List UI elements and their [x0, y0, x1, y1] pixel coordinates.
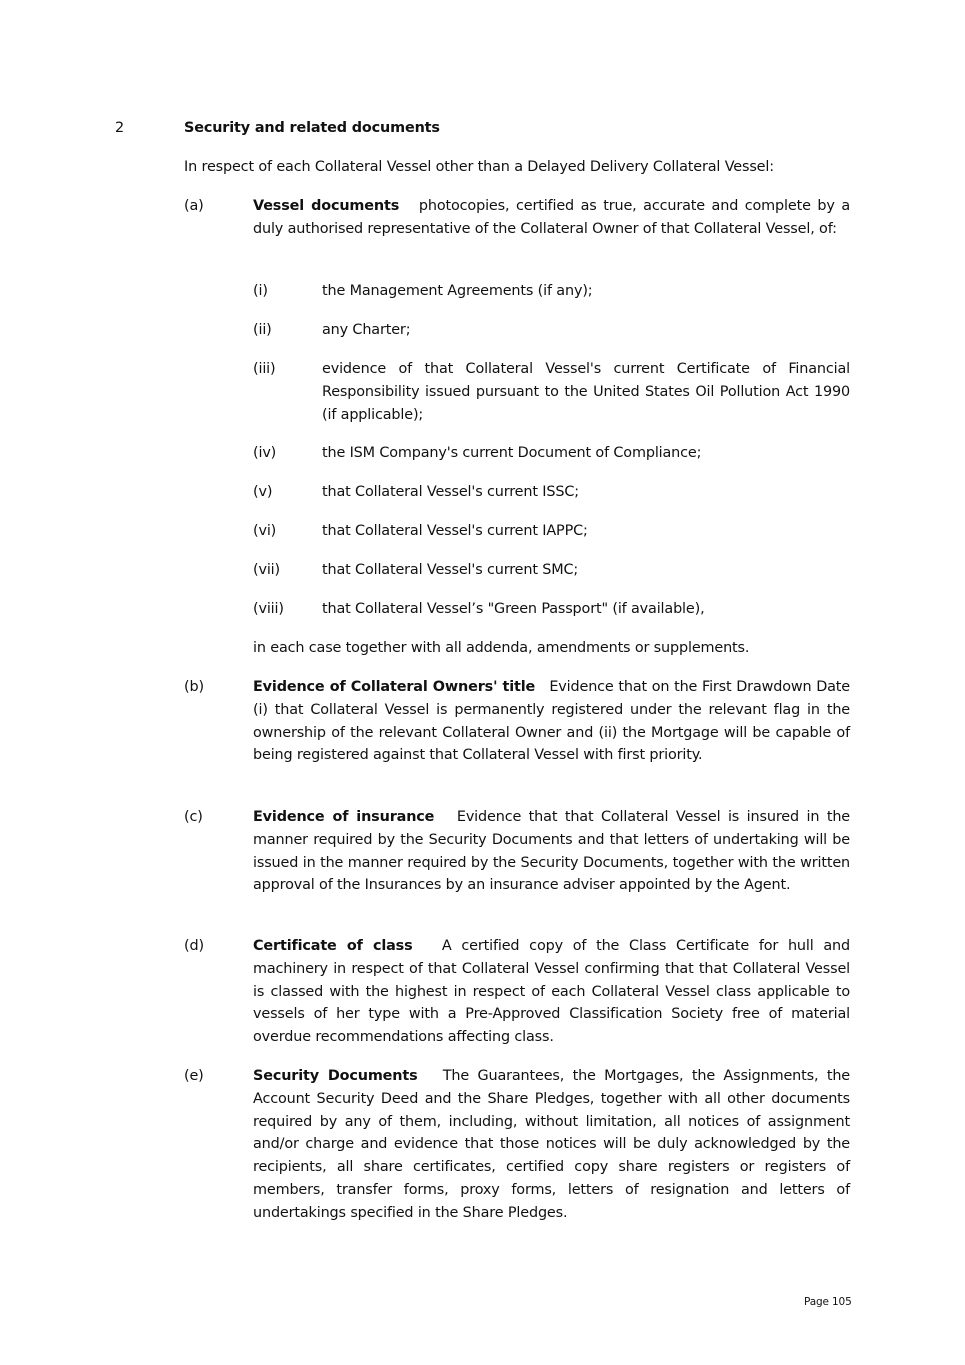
- item-evidence-insurance: Evidence of insurance Evidence that that Collateral Vessel is insured in the manner required by the Security Documents and that letters of undertaking will be issued in the manner required by the Security Documents, together with the written approval of the Insurances by an insurance adviser appointed by the Agent.: [253, 809, 850, 894]
- item-label: (b): [184, 679, 204, 695]
- subitem-label: (iii): [253, 361, 276, 377]
- subitem-label: (iv): [253, 445, 277, 461]
- subitem: that Collateral Vessel's current IAPPC;: [322, 523, 588, 539]
- item-vessel-documents: Vessel documents photocopies, certified as true, accurate and complete by a duly authorised representative of the Collateral Owner of that Collateral Vessel, of:: [253, 198, 850, 237]
- subitem-label: (vii): [253, 562, 280, 578]
- section-heading: Security and related documents: [184, 120, 440, 136]
- subitem: the ISM Company's current Document of Compliance;: [322, 445, 702, 461]
- item-closing: in each case together with all addenda, amendments or supplements.: [253, 640, 750, 656]
- section-number: 2: [115, 120, 125, 136]
- item-label: (c): [184, 809, 203, 825]
- subitem-label: (i): [253, 283, 268, 299]
- subitem-label: (ii): [253, 322, 272, 338]
- subitem: evidence of that Collateral Vessel's current Certificate of Financial Responsibility issued pursuant to the United States Oil Pollution Act 1990 (if applicable);: [322, 361, 850, 423]
- subitem: any Charter;: [322, 322, 411, 338]
- subitem: that Collateral Vessel's current ISSC;: [322, 484, 579, 500]
- item-label: (a): [184, 198, 204, 214]
- subitem: that Collateral Vessel’s "Green Passport" (if available),: [322, 601, 705, 617]
- item-label: (e): [184, 1068, 204, 1084]
- subitem-label: (vi): [253, 523, 277, 539]
- item-evidence-title: Evidence of Collateral Owners' title Evidence that on the First Drawdown Date (i) that Collateral Vessel is permanently registered under the relevant flag in the ownership of the relevant Collateral Owner and (ii) the Mortgage will be capable of being registered against that Collateral Vessel with first priority.: [253, 679, 850, 764]
- page-number: Page 105: [804, 1296, 852, 1308]
- subitem: that Collateral Vessel's current SMC;: [322, 562, 579, 578]
- section-intro: In respect of each Collateral Vessel other than a Delayed Delivery Collateral Vessel:: [184, 159, 774, 175]
- subitem-label: (v): [253, 484, 273, 500]
- item-security-documents: Security Documents The Guarantees, the Mortgages, the Assignments, the Account Security Deed and the Share Pledges, together with all other documents required by any of them, including, without limitation, all notices of assignment and/or charge and evidence that those notices will be duly acknowledged by the recipients, all share certificates, certified copy share registers or registers of members, transfer forms, proxy forms, letters of resignation and letters of undertakings specified in the Share Pledges.: [253, 1068, 850, 1221]
- item-label: (d): [184, 938, 204, 954]
- subitem: the Management Agreements (if any);: [322, 283, 593, 299]
- subitem-label: (viii): [253, 601, 284, 617]
- item-certificate-class: Certificate of class A certified copy of the Class Certificate for hull and machinery in respect of that Collateral Vessel confirming that that Collateral Vessel is classed with the highest in respect of each Collateral Vessel class applicable to vessels of her type with a Pre-Approved Classification Society free of material overdue recommendations affecting class.: [253, 938, 851, 1046]
